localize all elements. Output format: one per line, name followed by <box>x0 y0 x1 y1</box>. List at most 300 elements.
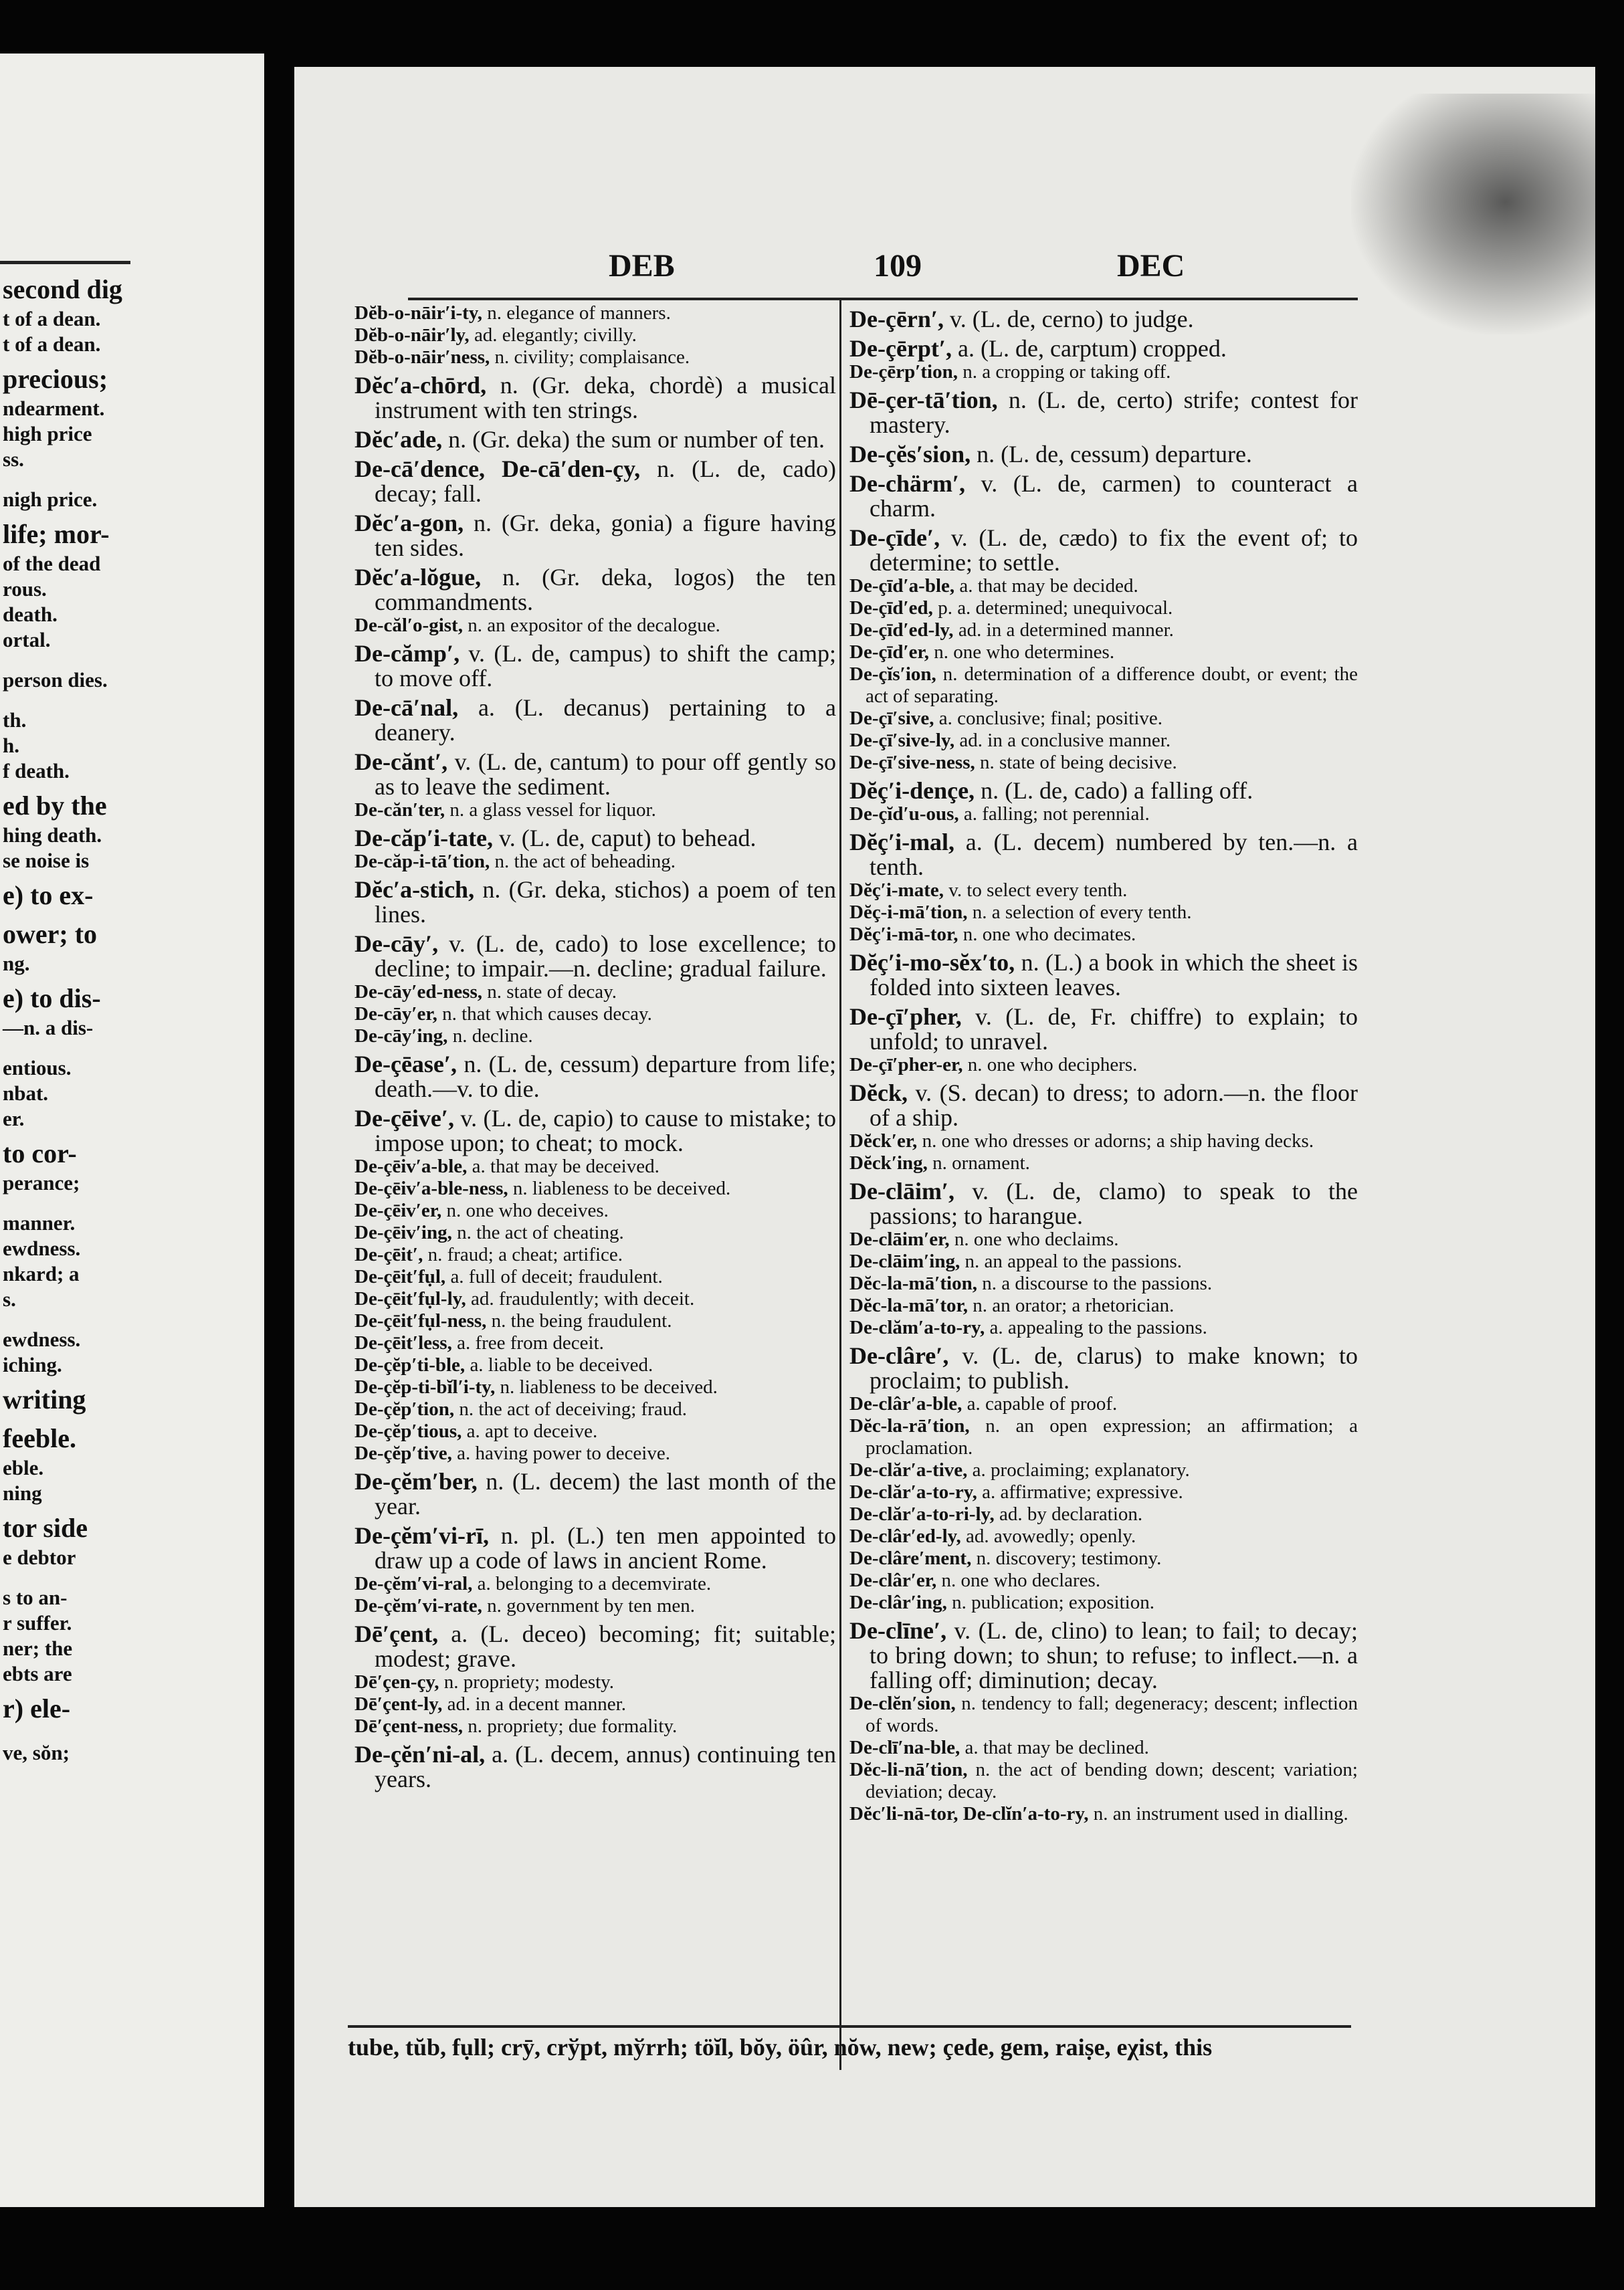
definition: n. (Gr. deka) the sum or number of ten. <box>442 426 825 453</box>
headword: De-çīd′er, <box>849 641 930 663</box>
definition: n. the act of bending down; descent; variation; deviation; decay. <box>866 1759 1358 1802</box>
definition: n. an appeal to the passions. <box>960 1251 1183 1272</box>
headword: Dĕc′a-lŏgue, <box>354 564 482 591</box>
dictionary-entry <box>354 696 836 745</box>
headword: De-çĕp′tious, <box>354 1421 462 1442</box>
headword: De-clăr′a-tive, <box>849 1459 968 1481</box>
dictionary-entry <box>354 346 836 369</box>
right-column <box>849 302 1358 1825</box>
facing-page-line: precious; <box>3 364 108 394</box>
facing-page-line: rous. <box>3 577 47 601</box>
headword: De-clâr′er, <box>849 1570 937 1591</box>
facing-page-line: f death. <box>3 759 70 783</box>
headword: De-çīd′a-ble, <box>849 575 955 597</box>
dictionary-entry <box>354 1156 836 1178</box>
dictionary-entry <box>354 427 836 452</box>
facing-page-line: t of a dean. <box>3 307 101 330</box>
headword: De-căn′ter, <box>354 799 445 821</box>
headword: Dĕc′a-gon, <box>354 510 464 536</box>
definition: a. full of deceit; fraudulent. <box>445 1266 663 1287</box>
dictionary-entry <box>849 1415 1358 1459</box>
headword: Dĕç′i-dençe, <box>849 777 975 804</box>
dictionary-entry <box>354 750 836 799</box>
facing-page-line: ower; to <box>3 919 98 949</box>
dictionary-entry <box>354 1693 836 1715</box>
definition: n. one who deceives. <box>441 1200 609 1221</box>
dictionary-entry <box>354 565 836 615</box>
dictionary-entry <box>849 1737 1358 1759</box>
dictionary-entry <box>849 708 1358 730</box>
header-rule <box>408 298 1358 300</box>
dictionary-entry <box>849 1393 1358 1415</box>
facing-page-line: t of a dean. <box>3 332 101 356</box>
headword: De-çĕm′ber, <box>354 1468 478 1495</box>
headword: Dĕb-o-nāir′ly, <box>354 324 470 346</box>
headword: De-çīde′, <box>849 524 940 551</box>
facing-page-line: ebts are <box>3 1662 72 1685</box>
definition: n. an open expression; an affirmation; a proclamation. <box>866 1415 1358 1459</box>
facing-page-line: manner. <box>3 1211 76 1235</box>
dictionary-entry <box>354 932 836 981</box>
dictionary-entry <box>849 752 1358 774</box>
dictionary-entry <box>354 1332 836 1354</box>
definition: v. to select every tenth. <box>944 879 1128 901</box>
headword: De-căp′i-tate, <box>354 825 494 851</box>
headword: De-çĕp′tive, <box>354 1443 452 1464</box>
facing-page-line: e) to ex- <box>3 880 94 910</box>
running-head-right: DEC <box>1117 248 1185 284</box>
headword: De-cā′nal, <box>354 694 459 721</box>
dictionary-entry <box>354 373 836 423</box>
dictionary-entry <box>849 1152 1358 1174</box>
facing-page-line: nbat. <box>3 1081 49 1105</box>
dictionary-entry <box>354 851 836 873</box>
definition: n. decline. <box>447 1025 533 1047</box>
definition: n. an expositor of the decalogue. <box>462 615 720 636</box>
definition: n. one who dresses or adorns; a ship having decks. <box>917 1130 1314 1152</box>
definition: a. free from deceit. <box>451 1332 604 1354</box>
dictionary-entry <box>849 1548 1358 1570</box>
headword: Dĕc-li-nā′tion, <box>849 1759 968 1780</box>
headword: Dĕç′i-mā-tor, <box>849 924 958 945</box>
definition: n. liableness to be deceived. <box>495 1376 718 1398</box>
headword: Dĕc′li-nā-tor, De-clĭn′a-to-ry, <box>849 1803 1089 1825</box>
headword: De-çēit′fụl-ly, <box>354 1288 466 1310</box>
definition: n. (Gr. deka, gonia) a figure having ten sides. <box>375 510 836 561</box>
facing-page-text <box>3 268 264 1766</box>
dictionary-entry <box>849 1481 1358 1503</box>
definition: a. falling; not perennial. <box>958 803 1150 825</box>
definition: n. one who declaims. <box>949 1229 1119 1250</box>
definition: a. that may be deceived. <box>467 1156 659 1177</box>
dictionary-entry <box>849 1273 1358 1295</box>
dictionary-entry <box>354 1398 836 1421</box>
dictionary-entry <box>354 615 836 637</box>
definition: v. (L. de, cædo) to fix the event of; to determine; to settle. <box>870 524 1358 576</box>
dictionary-entry <box>849 803 1358 825</box>
dictionary-entry <box>354 1622 836 1671</box>
facing-page-line: er. <box>3 1107 25 1130</box>
facing-page-line: tor side <box>3 1513 88 1543</box>
dictionary-entry <box>849 1344 1358 1393</box>
definition: n. pl. (L.) ten men appointed to draw up a code of laws in ancient Rome. <box>375 1522 836 1574</box>
definition: a. proclaiming; explanatory. <box>967 1459 1190 1481</box>
headword: De-clāim′ing, <box>849 1251 960 1272</box>
dictionary-entry <box>354 826 836 851</box>
facing-page-line: s to an- <box>3 1586 68 1609</box>
headword: Dĕç′i-mo-sĕx′to, <box>849 949 1015 976</box>
definition: ad. in a determined manner. <box>953 619 1174 641</box>
definition: n. one who decimates. <box>958 924 1136 945</box>
definition: p. a. determined; unequivocal. <box>932 597 1173 619</box>
definition: ad. in a conclusive manner. <box>954 730 1171 751</box>
headword: De-cănt′, <box>354 748 448 775</box>
headword: De-çērp′tion, <box>849 361 958 383</box>
definition: n. a discourse to the passions. <box>977 1273 1213 1294</box>
dictionary-entry <box>354 1003 836 1025</box>
headword: De-çērn′, <box>849 306 944 332</box>
definition: a. that may be decided. <box>954 575 1138 597</box>
headword: Dĕck, <box>849 1079 908 1106</box>
definition: n. a selection of every tenth. <box>967 902 1192 923</box>
definition: n. elegance of manners. <box>482 302 671 324</box>
definition: n. one who determines. <box>929 641 1115 663</box>
dictionary-entry <box>354 1244 836 1266</box>
facing-page-line: death. <box>3 603 58 626</box>
definition: n. that which causes decay. <box>437 1003 652 1025</box>
headword: De-çīd′ed, <box>849 597 933 619</box>
facing-page-line: iching. <box>3 1353 62 1376</box>
dictionary-entry <box>849 1619 1358 1693</box>
dictionary-entry <box>849 597 1358 619</box>
dictionary-entry <box>354 877 836 927</box>
dictionary-entry <box>849 1459 1358 1481</box>
dictionary-entry <box>849 1005 1358 1054</box>
dictionary-entry <box>354 511 836 560</box>
definition: v. (L. de, capio) to cause to mistake; to impose upon; to cheat; to mock. <box>375 1105 836 1156</box>
headword: De-çēiv′ing, <box>354 1222 452 1243</box>
headword: De-căp-i-tā′tion, <box>354 851 490 872</box>
definition: n. propriety; due formality. <box>462 1715 678 1737</box>
dictionary-entry <box>849 830 1358 879</box>
definition: ad. fraudulently; with deceit. <box>466 1288 695 1310</box>
headword: De-clāim′, <box>849 1178 955 1205</box>
dictionary-entry <box>354 1025 836 1047</box>
headword: Dē-çer-tā′tion, <box>849 387 998 413</box>
definition: n. (L. de, cado) a falling off. <box>975 777 1253 804</box>
headword: De-çĕm′vi-rī, <box>354 1522 490 1549</box>
headword: De-çĕp′ti-ble, <box>354 1354 466 1376</box>
headword: Dĕç′i-mate, <box>849 879 944 901</box>
headword: Dē′çent, <box>354 1621 439 1647</box>
dictionary-entry <box>849 1526 1358 1548</box>
definition: n. (L.) a book in which the sheet is folded into sixteen leaves. <box>870 949 1358 1001</box>
definition: v. (L. de, Fr. chiffre) to explain; to unfold; to unravel. <box>870 1003 1358 1055</box>
dictionary-entry <box>849 1295 1358 1317</box>
definition: a. that may be declined. <box>960 1737 1149 1758</box>
headword: De-çī′sive-ness, <box>849 752 975 773</box>
dictionary-entry <box>354 1310 836 1332</box>
definition: n. civility; complaisance. <box>490 346 690 368</box>
headword: De-çĕs′sion, <box>849 441 971 467</box>
definition: n. propriety; modesty. <box>439 1671 615 1693</box>
dictionary-entry <box>354 1106 836 1156</box>
facing-page-line: perance; <box>3 1171 80 1194</box>
definition: a. capable of proof. <box>962 1393 1118 1415</box>
dictionary-entry <box>849 1570 1358 1592</box>
definition: a. (L. decanus) pertaining to a deanery. <box>375 694 836 746</box>
headword: Dĕc′a-stich, <box>354 876 475 903</box>
headword: Dĕc-la-mā′tor, <box>849 1295 968 1316</box>
dictionary-entry <box>849 1759 1358 1803</box>
headword: De-çēiv′er, <box>354 1200 442 1221</box>
definition: n. (L. decem) the last month of the year. <box>375 1468 836 1520</box>
definition: n. the act of beheading. <box>490 851 676 872</box>
definition: v. (L. de, caput) to behead. <box>493 825 756 851</box>
definition: n. liableness to be deceived. <box>508 1178 731 1199</box>
dictionary-entry <box>354 1222 836 1244</box>
dictionary-entry <box>354 1595 836 1617</box>
definition: ad. by declaration. <box>994 1503 1143 1525</box>
headword: De-cāy′, <box>354 930 439 957</box>
dictionary-entry <box>849 1081 1358 1130</box>
headword: De-cāy′ing, <box>354 1025 448 1047</box>
dictionary-entry <box>849 336 1358 361</box>
headword: Dĕç-i-mā′tion, <box>849 902 968 923</box>
headword: De-çī′pher, <box>849 1003 962 1030</box>
dictionary-entry <box>849 619 1358 641</box>
definition: n. (L. de, certo) strife; contest for mastery. <box>870 387 1358 438</box>
definition: ad. avowedly; openly. <box>960 1526 1136 1547</box>
definition: a. belonging to a decemvirate. <box>472 1573 712 1594</box>
headword: Dĕç′i-mal, <box>849 829 955 855</box>
definition: a. having power to deceive. <box>451 1443 670 1464</box>
dictionary-entry <box>354 1443 836 1465</box>
dictionary-entry <box>849 361 1358 383</box>
headword: Dĕc-la-mā′tion, <box>849 1273 977 1294</box>
headword: De-çī′sive-ly, <box>849 730 955 751</box>
headword: De-clīne′, <box>849 1617 947 1644</box>
dictionary-entry <box>354 1354 836 1376</box>
dictionary-entry <box>849 1130 1358 1152</box>
dictionary-entry <box>354 1524 836 1573</box>
headword: De-çĭs′ion, <box>849 663 936 685</box>
definition: n. the act of cheating. <box>451 1222 624 1243</box>
dictionary-entry <box>849 1251 1358 1273</box>
headword: De-clâre′ment, <box>849 1548 972 1569</box>
dictionary-entry <box>354 799 836 821</box>
dictionary-entry <box>849 879 1358 902</box>
dictionary-entry <box>849 472 1358 521</box>
dictionary-entry <box>849 902 1358 924</box>
facing-page-line: ortal. <box>3 628 51 651</box>
definition: v. (L. de, campus) to shift the camp; to move off. <box>375 640 836 692</box>
headword: De-çēiv′a-ble, <box>354 1156 468 1177</box>
dictionary-entry <box>354 1715 836 1738</box>
column-divider <box>839 298 841 2070</box>
facing-page-line: h. <box>3 734 19 757</box>
dictionary-entry <box>849 950 1358 1000</box>
definition: n. ornament. <box>927 1152 1030 1174</box>
dictionary-entry <box>354 981 836 1003</box>
facing-page-line: nkard; a <box>3 1262 80 1285</box>
headword: De-clī′na-ble, <box>849 1737 960 1758</box>
definition: v. (L. de, clamo) to speak to the passions; to harangue. <box>870 1178 1358 1229</box>
headword: De-clâre′, <box>849 1342 949 1369</box>
facing-page-line: ed by the <box>3 791 107 821</box>
dictionary-entry <box>849 1693 1358 1737</box>
definition: a. (L. de, carptum) cropped. <box>952 335 1227 362</box>
headword: De-çī′sive, <box>849 708 934 729</box>
dictionary-entry <box>849 575 1358 597</box>
headword: De-chärm′, <box>849 470 966 497</box>
facing-page-line: nigh price. <box>3 488 98 511</box>
facing-page-line: s. <box>3 1287 16 1311</box>
headword: De-çĕm′vi-ral, <box>354 1573 473 1594</box>
definition: n. fraud; a cheat; artifice. <box>423 1244 623 1265</box>
dictionary-entry <box>354 1742 836 1792</box>
headword: De-clĕn′sion, <box>849 1693 956 1714</box>
definition: a. liable to be deceived. <box>465 1354 653 1376</box>
facing-page-line: ve, sŏn; <box>3 1741 70 1764</box>
definition: v. (L. de, cantum) to pour off gently so as to leave the sediment. <box>375 748 836 800</box>
dictionary-entry <box>354 1573 836 1595</box>
definition: n. (Gr. deka, stichos) a poem of ten lines. <box>375 876 836 928</box>
definition: n. state of being decisive. <box>975 752 1177 773</box>
definition: v. (L. de, cado) to lose excellence; to decline; to impair.—n. decline; gradual failure. <box>375 930 836 982</box>
dictionary-entry <box>849 1229 1358 1251</box>
definition: n. (Gr. deka, logos) the ten commandments. <box>375 564 836 615</box>
definition: n. one who deciphers. <box>962 1054 1138 1075</box>
headword: Dĕc-la-rā′tion, <box>849 1415 970 1437</box>
definition: n. (Gr. deka, chordè) a musical instrument with ten strings. <box>375 372 836 423</box>
left-column <box>354 302 836 1792</box>
dictionary-page <box>294 67 1595 2207</box>
definition: n. a glass vessel for liquor. <box>445 799 656 821</box>
definition: a. affirmative; expressive. <box>977 1481 1183 1503</box>
pronunciation-key: tube, tŭb, fụll; crȳ, crўpt, mўrrh; töĭl, bŏy, öûr, nŏw, new; çede, gem, raiṣe, eχist, this <box>348 2034 1213 2061</box>
headword: De-çĕm′vi-rate, <box>354 1595 482 1617</box>
headword: De-çēit′, <box>354 1244 423 1265</box>
dictionary-entry <box>849 1592 1358 1614</box>
facing-page-line: second dig <box>3 274 122 304</box>
definition: n. government by ten men. <box>482 1595 696 1617</box>
facing-page-line: writing <box>3 1384 86 1415</box>
headword: De-çĕp′tion, <box>354 1398 455 1420</box>
definition: n. discovery; testimony. <box>971 1548 1162 1569</box>
headword: De-çēit′fụl-ness, <box>354 1310 487 1332</box>
dictionary-entry <box>849 1179 1358 1229</box>
dictionary-entry <box>354 302 836 324</box>
headword: De-clăr′a-to-ry, <box>849 1481 977 1503</box>
definition: v. (L. de, cerno) to judge. <box>944 306 1194 332</box>
facing-page-line: ewdness. <box>3 1237 81 1260</box>
definition: a. (L. deceo) becoming; fit; suitable; modest; grave. <box>375 1621 836 1672</box>
definition: v. (L. de, clino) to lean; to fail; to decay; to bring down; to shun; to refuse; to inflect.—n. a falling off; diminution; decay. <box>870 1617 1358 1693</box>
facing-page-line: hing death. <box>3 823 102 847</box>
facing-page-fragment <box>0 54 264 2207</box>
definition: v. (S. decan) to dress; to adorn.—n. the floor of a ship. <box>870 1079 1358 1131</box>
footer-rule <box>348 2025 1351 2028</box>
dictionary-entry <box>354 1052 836 1102</box>
facing-page-line: life; mor- <box>3 519 110 549</box>
headword: Dĕck′ing, <box>849 1152 928 1174</box>
facing-page-line: high price <box>3 422 92 445</box>
definition: n. (L. de, cado) decay; fall. <box>375 455 837 507</box>
page-number: 109 <box>874 248 922 284</box>
definition: a. appealing to the passions. <box>985 1317 1207 1338</box>
headword: De-căl′o-gist, <box>354 615 463 636</box>
dictionary-entry <box>354 641 836 691</box>
headword: De-clāim′er, <box>849 1229 950 1250</box>
definition: n. tendency to fall; degeneracy; descent; inflection of words. <box>866 1693 1358 1736</box>
headword: De-cāy′er, <box>354 1003 437 1025</box>
facing-page-line: se noise is <box>3 849 90 872</box>
facing-page-line: ewdness. <box>3 1328 81 1351</box>
facing-page-line: entious. <box>3 1056 72 1079</box>
definition: n. a cropping or taking off. <box>957 361 1171 383</box>
headword: De-çērpt′, <box>849 335 952 362</box>
dictionary-entry <box>849 1317 1358 1339</box>
headword: De-çĕn′ni-al, <box>354 1741 486 1768</box>
dictionary-entry <box>849 663 1358 708</box>
facing-page-line: ndearment. <box>3 397 105 420</box>
headword: De-çĕp-ti-bĭl′i-ty, <box>354 1376 496 1398</box>
dictionary-entry <box>354 457 836 506</box>
dictionary-entry <box>354 1376 836 1398</box>
headword: De-çīd′ed-ly, <box>849 619 954 641</box>
headword: De-çēase′, <box>354 1051 458 1077</box>
facing-page-line: eble. <box>3 1456 44 1479</box>
headword: De-çī′pher-er, <box>849 1054 963 1075</box>
headword: De-çēive′, <box>354 1105 455 1132</box>
dictionary-entry <box>849 388 1358 437</box>
facing-page-line: r) ele- <box>3 1693 71 1724</box>
headword: De-clăr′a-to-ri-ly, <box>849 1503 995 1525</box>
definition: a. (L. decem, annus) continuing ten years. <box>375 1741 836 1792</box>
definition: ad. elegantly; civilly. <box>469 324 637 346</box>
headword: De-clâr′ing, <box>849 1592 947 1613</box>
headword: De-clăm′a-to-ry, <box>849 1317 985 1338</box>
dictionary-entry <box>354 1469 836 1519</box>
definition: n. publication; exposition. <box>946 1592 1154 1613</box>
facing-page-line: ss. <box>3 447 24 471</box>
definition: n. an instrument used in dialling. <box>1088 1803 1348 1825</box>
headword: De-çēiv′a-ble-ness, <box>354 1178 508 1199</box>
headword: De-clâr′a-ble, <box>849 1393 962 1415</box>
headword: Dē′çen-çy, <box>354 1671 439 1693</box>
facing-page-line: —n. a dis- <box>3 1016 94 1039</box>
definition: n. (L. de, cessum) departure. <box>971 441 1252 467</box>
dictionary-entry <box>849 442 1358 467</box>
definition: v. (L. de, clarus) to make known; to proclaim; to publish. <box>870 1342 1358 1394</box>
dictionary-entry <box>849 1803 1358 1825</box>
page-stain <box>1351 94 1595 334</box>
facing-page-line: ning <box>3 1481 42 1505</box>
dictionary-entry <box>354 1671 836 1693</box>
dictionary-entry <box>849 778 1358 803</box>
definition: n. the act of deceiving; fraud. <box>454 1398 687 1420</box>
facing-page-line: ng. <box>3 952 30 975</box>
headword: De-cămp′, <box>354 640 460 667</box>
dictionary-entry <box>354 1178 836 1200</box>
definition: v. (L. de, carmen) to counteract a charm. <box>870 470 1358 522</box>
headword: Dĕb-o-nāir′i-ty, <box>354 302 482 324</box>
definition: a. (L. decem) numbered by ten.—n. a tenth. <box>870 829 1358 880</box>
dictionary-entry <box>354 324 836 346</box>
facing-page-line: e debtor <box>3 1546 76 1569</box>
dictionary-entry <box>849 730 1358 752</box>
